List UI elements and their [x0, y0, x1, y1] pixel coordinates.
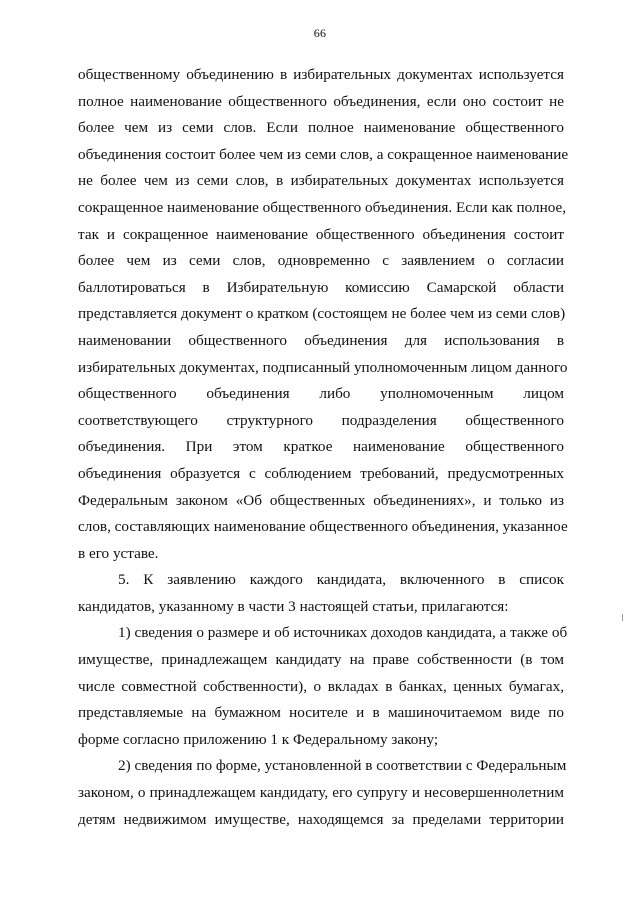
text-line: более чем из семи слов. Если полное наименование общественного: [78, 119, 564, 137]
text-line: избирательных документах, подписанный уполномоченным лицом данного: [78, 358, 568, 376]
text-line: форме согласно приложению 1 к Федеральному закону;: [78, 730, 439, 748]
text-line: объединения состоит более чем из семи слов, а сокращенное наименование: [78, 145, 569, 163]
text-line: объединения образуется с соблюдением требований, предусмотренных: [78, 464, 564, 482]
text-line: представляемые на бумажном носителе и в машиночитаемом виде по: [78, 704, 564, 722]
text-line: слов, составляющих наименование общественного объединения, указанное: [78, 518, 568, 536]
text-line: 2) сведения по форме, установленной в соответствии с Федеральным: [118, 757, 567, 775]
text-line: более чем из семи слов, одновременно с заявлением о согласии: [78, 252, 564, 270]
text-line: имуществе, принадлежащем кандидату на праве собственности (в том: [78, 651, 564, 669]
text-line: кандидатов, указанному в части 3 настоящей статьи, прилагаются:: [78, 597, 509, 615]
text-line: Федеральным законом «Об общественных объединениях», и только из: [78, 491, 564, 509]
text-line: в его уставе.: [78, 544, 159, 562]
text-line: представляется документ о кратком (состоящем не более чем из семи слов): [78, 305, 566, 323]
page-number: 66: [313, 26, 327, 40]
text-line: общественному объединению в избирательных документах используется: [78, 66, 564, 83]
document-body: [78, 62, 569, 833]
text-line: законом, о принадлежащем кандидату, его супругу и несовершеннолетним: [78, 784, 564, 802]
text-line: объединения. При этом краткое наименование общественного: [78, 438, 564, 456]
text-line: числе совместной собственности), о вкладах в банках, ценных бумагах,: [78, 677, 564, 695]
text-line: 5. К заявлению каждого кандидата, включенного в список: [118, 571, 564, 589]
text-line: детям недвижимом имуществе, находящемся за пределами территории: [78, 810, 564, 828]
text-line: сокращенное наименование общественного объединения. Если как полное,: [78, 198, 567, 216]
text-line: полное наименование общественного объединения, если оно состоит не: [78, 92, 564, 110]
scan-artifact-mark: [622, 614, 623, 621]
text-line: 1) сведения о размере и об источниках доходов кандидата, а также об: [118, 624, 568, 642]
text-line: наименовании общественного объединения для использования в: [78, 331, 564, 349]
text-line: баллотироваться в Избирательную комиссию Самарской области: [78, 278, 564, 296]
text-line: соответствующего структурного подразделения общественного: [78, 411, 564, 429]
text-line: так и сокращенное наименование общественного объединения состоит: [78, 225, 564, 243]
text-line: не более чем из семи слов, в избирательных документах используется: [78, 172, 564, 190]
text-line: общественного объединения либо уполномоченным лицом: [78, 385, 564, 403]
